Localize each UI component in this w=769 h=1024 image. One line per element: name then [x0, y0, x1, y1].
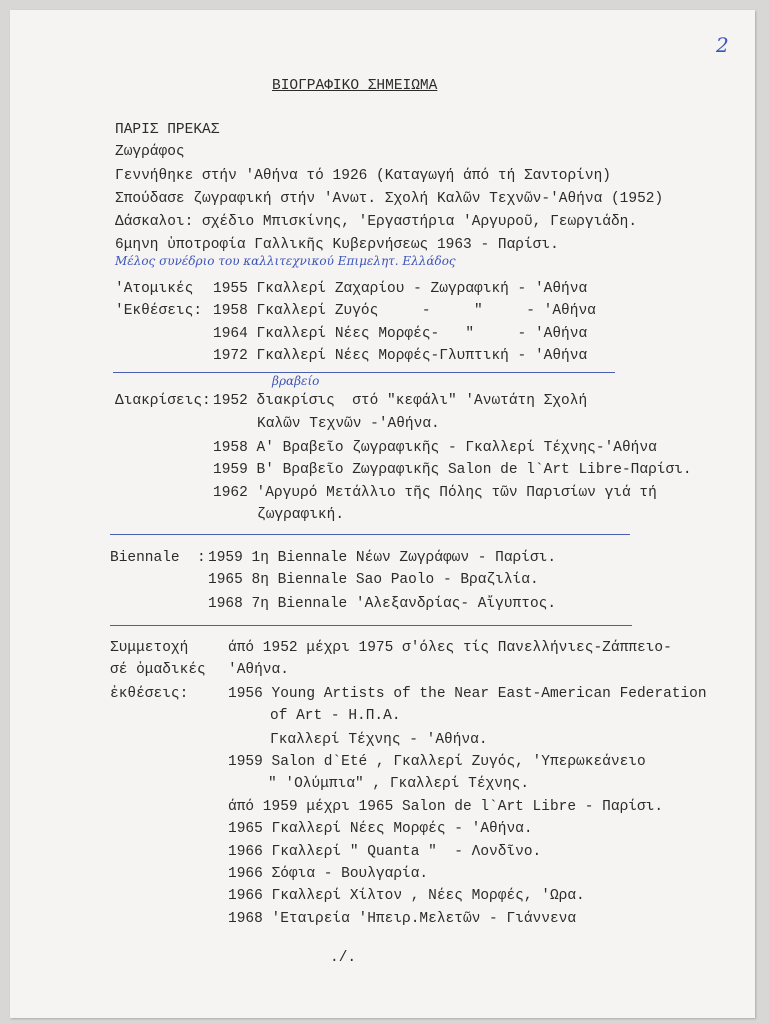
solo-row: 1964 Γκαλλερί Νέες Μορφές- " - 'Αθήνα: [213, 326, 588, 342]
artist-name: ΠΑΡΙΣ ΠΡΕΚΑΣ: [115, 122, 220, 138]
group-row: άπό 1952 μέχρι 1975 σ'όλες τίς Πανελλήνιες-Ζάππειο-: [228, 640, 672, 656]
biennale-row: 1968 7η Biennale 'Αλεξανδρίας- Αἴγυπτος.: [208, 596, 557, 612]
group-row: " 'Ολύμπια" , Γκαλλερί Τέχνης.: [268, 776, 530, 792]
award-row: 1962 'Αργυρό Μετάλλιο τῆς Πόλης τῶν Παρισίων γιά τή: [213, 485, 657, 501]
group-row: of Art - Η.Π.Α.: [270, 708, 401, 724]
group-row: 1966 Σόφια - Βουλγαρία.: [228, 866, 429, 882]
award-row: 1959 Β' Βραβεῖο Ζωγραφικῆς Salon de l`Art Libre-Παρίσι.: [213, 462, 692, 478]
handwritten-page-number: 2: [716, 33, 729, 57]
group-row: 1966 Γκαλλερί Χίλτον , Νέες Μορφές, 'Ωρα.: [228, 888, 585, 904]
bio-line: Γεννήθηκε στήν 'Αθήνα τό 1926 (Καταγωγή άπό τή Σαντορίνη): [115, 168, 611, 184]
handwritten-note: Μέλος συνέδριο του καλλιτεχνικού Επιμελητ. Ελλάδος: [115, 254, 456, 268]
award-row: 1958 Α' Βραβεῖο ζωγραφικῆς - Γκαλλερί Τέχνης-'Αθήνα: [213, 440, 657, 456]
group-row: 1968 'Εταιρεία 'Ηπειρ.Μελετῶν - Γιάννενα: [228, 911, 577, 927]
bio-line: 6μηνη ὑποτροφία Γαλλικῆς Κυβερνήσεως 1963 - Παρίσι.: [115, 237, 559, 253]
solo-row: 1958 Γκαλλερί Ζυγός - " - 'Αθήνα: [213, 303, 596, 319]
award-row: ζωγραφική.: [257, 507, 345, 523]
group-row: 1965 Γκαλλερί Νέες Μορφές - 'Αθήνα.: [228, 821, 533, 837]
group-label: Συμμετοχή: [110, 640, 189, 656]
section-divider: [110, 534, 630, 535]
bio-line: Σπούδασε ζωγραφική στήν 'Ανωτ. Σχολή Καλῶν Τεχνῶν-'Αθήνα (1952): [115, 191, 664, 207]
profession: Ζωγράφος: [115, 144, 185, 160]
continuation-mark: ./.: [330, 950, 357, 966]
biennale-row: 1959 1η Biennale Νέων Ζωγράφων - Παρίσι.: [208, 550, 557, 566]
award-row: Καλῶν Τεχνῶν -'Αθήνα.: [257, 416, 440, 432]
solo-label: 'Ατομικές: [115, 281, 194, 297]
section-divider: [113, 372, 615, 373]
section-divider: [110, 625, 632, 626]
award-row: 1952 διακρίσις στό "κεφάλι" 'Ανωτάτη Σχολή: [213, 393, 588, 409]
handwritten-note: βραβείο: [272, 374, 320, 388]
group-label: ἐκθέσεις:: [110, 686, 189, 702]
group-row: 1959 Salon d`Eté , Γκαλλερί Ζυγός, 'Υπερωκεάνειο: [228, 754, 646, 770]
group-row: 'Αθήνα.: [228, 662, 289, 678]
group-row: 1966 Γκαλλερί " Quanta " - Λονδῖνο.: [228, 844, 542, 860]
group-label: σέ ὁμαδικές: [110, 662, 206, 678]
bio-line: Δάσκαλοι: σχέδιο Μπισκίνης, 'Εργαστήρια 'Αργυροῦ, Γεωργιάδη.: [115, 214, 638, 230]
group-row: 1956 Young Artists of the Near East-American Federation: [228, 686, 707, 702]
solo-row: 1972 Γκαλλερί Νέες Μορφές-Γλυπτική - 'Αθήνα: [213, 348, 588, 364]
group-row: άπό 1959 μέχρι 1965 Salon de l`Art Libre - Παρίσι.: [228, 799, 664, 815]
solo-row: 1955 Γκαλλερί Ζαχαρίου - Ζωγραφική - 'Αθήνα: [213, 281, 588, 297]
biennale-label: Biennale :: [110, 550, 206, 566]
biennale-row: 1965 8η Biennale Sao Paolo - Βραζιλία.: [208, 572, 539, 588]
awards-label: Διακρίσεις:: [115, 393, 211, 409]
group-row: Γκαλλερί Τέχνης - 'Αθήνα.: [270, 732, 488, 748]
solo-label: 'Εκθέσεις:: [115, 303, 203, 319]
document-title: ΒΙΟΓΡΑΦΙΚΟ ΣΗΜΕΙΩΜΑ: [272, 78, 438, 94]
